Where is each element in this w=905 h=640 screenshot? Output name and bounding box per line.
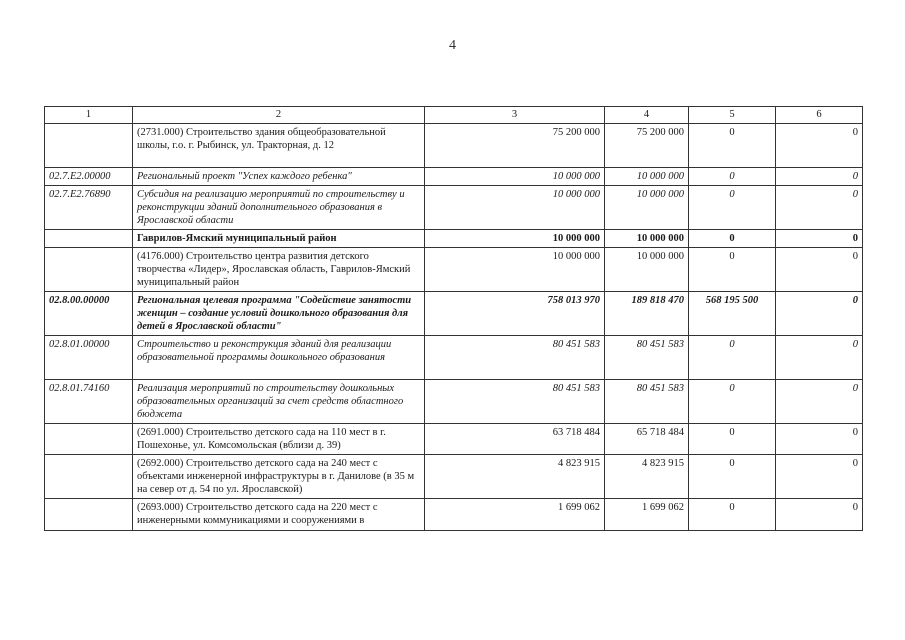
col-header-2: 2 <box>133 107 425 124</box>
table-row <box>45 168 863 186</box>
row-col5: 0 <box>689 124 776 168</box>
row-col6: 0 <box>776 230 863 248</box>
row-col6: 0 <box>776 168 863 186</box>
row-col6: 0 <box>776 186 863 230</box>
row-code: 02.8.01.00000 <box>45 336 133 380</box>
row-col6: 0 <box>776 124 863 168</box>
row-col4: 75 200 000 <box>605 124 689 168</box>
row-code: 02.7.E2.76890 <box>45 186 133 230</box>
row-col4: 189 818 470 <box>605 292 689 336</box>
table-row <box>45 248 863 292</box>
row-col5: 0 <box>689 455 776 499</box>
table-row <box>45 380 863 424</box>
row-col5: 0 <box>689 168 776 186</box>
row-col6: 0 <box>776 292 863 336</box>
row-name: Региональный проект "Успех каждого ребенка" <box>133 168 425 186</box>
row-col5: 0 <box>689 380 776 424</box>
row-col3: 10 000 000 <box>425 186 605 230</box>
row-col3: 80 451 583 <box>425 336 605 380</box>
table-row <box>45 186 863 230</box>
row-col4: 10 000 000 <box>605 230 689 248</box>
row-name: (2731.000) Строительство здания общеобразовательной школы, г.о. г. Рыбинск, ул. Тракторная, д. 12 <box>133 124 425 168</box>
row-col6: 0 <box>776 424 863 455</box>
row-name: (2692.000) Строительство детского сада на 240 мест с объектами инженерной инфраструктуры в г. Данилове (в 35 м на север от д. 54 по ул. Ярославской) <box>133 455 425 499</box>
row-col3: 1 699 062 <box>425 499 605 531</box>
table-row <box>45 336 863 380</box>
row-code <box>45 499 133 531</box>
row-col3: 80 451 583 <box>425 380 605 424</box>
row-col5: 0 <box>689 499 776 531</box>
row-col4: 1 699 062 <box>605 499 689 531</box>
table-row <box>45 424 863 455</box>
row-name: Строительство и реконструкция зданий для реализации образовательной программы дошкольного образования <box>133 336 425 380</box>
col-header-3: 3 <box>425 107 605 124</box>
table-row <box>45 292 863 336</box>
table-row <box>45 230 863 248</box>
header-row <box>45 107 863 124</box>
row-col4: 10 000 000 <box>605 186 689 230</box>
table-row <box>45 124 863 168</box>
row-col3: 10 000 000 <box>425 248 605 292</box>
row-name: (4176.000) Строительство центра развития детского творчества «Лидер», Ярославская область, Гаврилов-Ямский муниципальный район <box>133 248 425 292</box>
row-code <box>45 455 133 499</box>
row-code: 02.7.E2.00000 <box>45 168 133 186</box>
row-col5: 0 <box>689 248 776 292</box>
row-col3: 75 200 000 <box>425 124 605 168</box>
row-code <box>45 248 133 292</box>
row-col5: 0 <box>689 336 776 380</box>
row-col6: 0 <box>776 455 863 499</box>
col-header-5: 5 <box>689 107 776 124</box>
table-row <box>45 455 863 499</box>
row-code <box>45 424 133 455</box>
row-col6: 0 <box>776 336 863 380</box>
row-col3: 63 718 484 <box>425 424 605 455</box>
row-name: (2691.000) Строительство детского сада на 110 мест в г. Пошехонье, ул. Комсомольская (вблизи д. 39) <box>133 424 425 455</box>
row-col6: 0 <box>776 248 863 292</box>
row-col4: 80 451 583 <box>605 380 689 424</box>
row-col6: 0 <box>776 380 863 424</box>
row-code <box>45 230 133 248</box>
table-row <box>45 499 863 531</box>
row-code: 02.8.00.00000 <box>45 292 133 336</box>
col-header-6: 6 <box>776 107 863 124</box>
row-name: Реализация мероприятий по строительству дошкольных образовательных организаций за счет средств областного бюджета <box>133 380 425 424</box>
row-col4: 65 718 484 <box>605 424 689 455</box>
row-col4: 4 823 915 <box>605 455 689 499</box>
budget-table <box>44 106 863 531</box>
row-col5: 568 195 500 <box>689 292 776 336</box>
row-col5: 0 <box>689 186 776 230</box>
row-name: Гаврилов-Ямский муниципальный район <box>133 230 425 248</box>
row-col5: 0 <box>689 230 776 248</box>
row-code: 02.8.01.74160 <box>45 380 133 424</box>
row-name: Субсидия на реализацию мероприятий по строительству и реконструкции зданий дополнительного образования в Ярославской области <box>133 186 425 230</box>
row-col4: 10 000 000 <box>605 248 689 292</box>
col-header-1: 1 <box>45 107 133 124</box>
row-col3: 10 000 000 <box>425 230 605 248</box>
row-col4: 80 451 583 <box>605 336 689 380</box>
page-number: 4 <box>449 38 456 53</box>
row-name: (2693.000) Строительство детского сада на 220 мест с инженерными коммуникациями и сооружениями в <box>133 499 425 531</box>
row-col3: 758 013 970 <box>425 292 605 336</box>
row-col3: 10 000 000 <box>425 168 605 186</box>
row-col3: 4 823 915 <box>425 455 605 499</box>
row-name: Региональная целевая программа "Содействие занятости женщин – создание условий дошкольного образования для детей в Ярославской области" <box>133 292 425 336</box>
row-col6: 0 <box>776 499 863 531</box>
col-header-4: 4 <box>605 107 689 124</box>
row-col5: 0 <box>689 424 776 455</box>
row-code <box>45 124 133 168</box>
row-col4: 10 000 000 <box>605 168 689 186</box>
